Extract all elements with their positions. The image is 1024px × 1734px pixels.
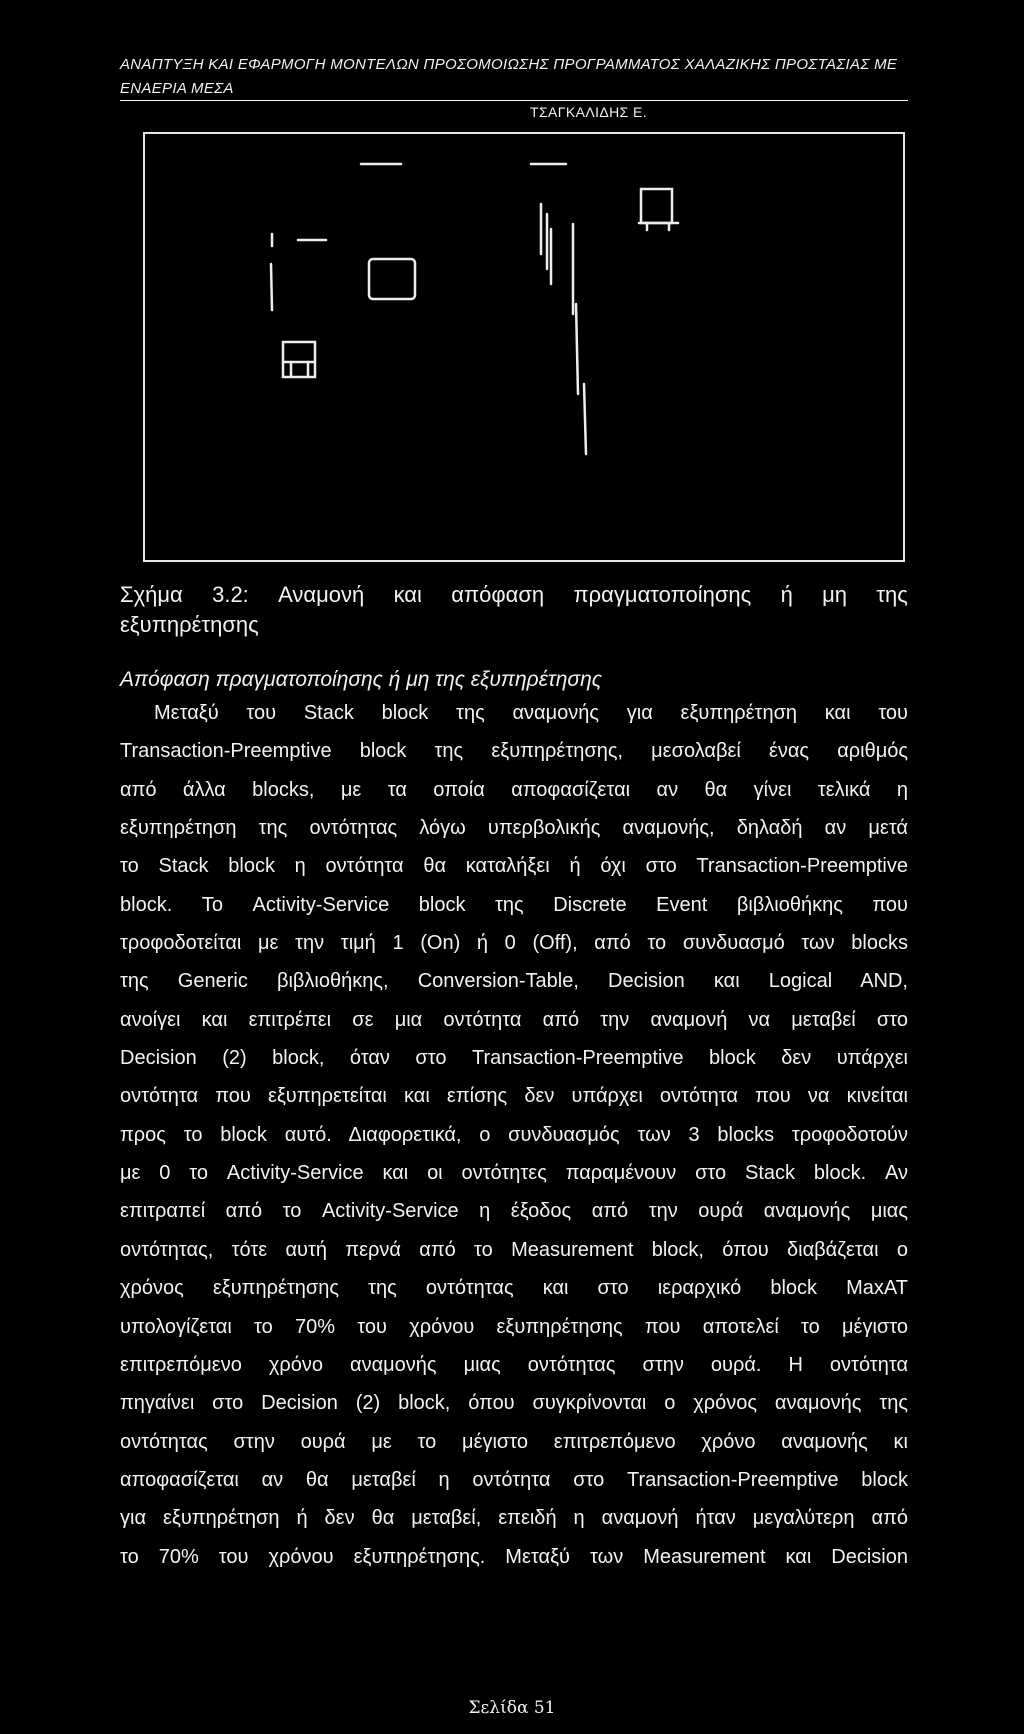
caption-line-2: εξυπηρέτησης — [120, 612, 259, 637]
body-line: προς το block αυτό. Διαφορετικά, ο συνδυασμός των 3 blocks τροφοδοτούν — [120, 1123, 908, 1146]
figure-sketch — [145, 134, 903, 560]
body-line: τροφοδοτείται με την τιμή 1 (On) ή 0 (Off), από το συνδυασμό των blocks — [120, 932, 908, 955]
caption-word: απόφαση — [451, 582, 545, 607]
body-line: για εξυπηρέτηση ή δεν θα μεταβεί, επειδή η αναμονή ήταν μεγαλύτερη από — [120, 1507, 908, 1530]
caption-word: ή — [780, 582, 793, 607]
section-title: Απόφαση πραγματοποίησης ή μη της εξυπηρέτησης — [120, 668, 602, 691]
body-line: από άλλα blocks, με τα οποία αποφασίζεται αν θα γίνει τελικά η — [120, 778, 908, 801]
running-header-title-cont: ΕΝΑΕΡΙΑ ΜΕΣΑ — [120, 80, 234, 97]
body-line: της Generic βιβλιοθήκης, Conversion-Table, Decision και Logical AND, — [120, 970, 908, 993]
body-line: υπολογίζεται το 70% του χρόνου εξυπηρέτησης που αποτελεί το μέγιστο — [120, 1315, 908, 1338]
caption-word: μη — [822, 582, 848, 607]
running-header-author: ΤΣΑΓΚΑΛΙΔΗΣ Ε. — [530, 104, 648, 120]
body-line: οντότητας, τότε αυτή περνά από το Measurement block, όπου διαβάζεται ο — [120, 1238, 908, 1261]
caption-line-1 — [120, 580, 908, 610]
vertical-tick — [271, 264, 272, 310]
body-line: το 70% του χρόνου εξυπηρέτησης. Μεταξύ των Measurement και Decision — [120, 1545, 908, 1568]
header-rule — [120, 100, 908, 101]
body-line: εξυπηρέτηση της οντότητας λόγω υπερβολικής αναμονής, δηλαδή αν μετά — [120, 817, 908, 840]
body-line: Transaction-Preemptive block της εξυπηρέτησης, μεσολαβεί ένας αριθμός — [120, 740, 908, 763]
body-paragraph — [120, 694, 908, 1576]
block-square — [369, 259, 415, 299]
figure-caption — [120, 580, 908, 640]
caption-word: Αναμονή — [278, 582, 365, 607]
long-vertical-line — [576, 304, 578, 394]
body-line: Μεταξύ του Stack block της αναμονής για εξυπηρέτηση και του — [154, 702, 908, 724]
caption-word: και — [393, 582, 422, 607]
body-line: οντότητα που εξυπηρετείται και επίσης δεν υπάρχει οντότητα που να κινείται — [120, 1085, 908, 1108]
body-line: πηγαίνει στο Decision (2) block, όπου συγκρίνονται ο χρόνος αναμονής της — [120, 1392, 908, 1415]
body-line: το Stack block η οντότητα θα καταλήξει ή όχι στο Transaction-Preemptive — [120, 855, 908, 878]
caption-word: Σχήμα — [120, 582, 183, 607]
caption-word: πραγματοποίησης — [573, 582, 752, 607]
block-small-square — [283, 342, 315, 377]
body-line: επιτρεπόμενο χρόνο αναμονής μιας οντότητας στην ουρά. Η οντότητα — [120, 1353, 908, 1376]
caption-word: 3.2: — [212, 582, 249, 607]
running-header-title: ΑΝΑΠΤΥΞΗ ΚΑΙ ΕΦΑΡΜΟΓΗ ΜΟΝΤΕΛΩΝ ΠΡΟΣΟΜΟΙΩΣΗΣ ΠΡΟΓΡΑΜΜΑΤΟΣ ΧΑΛΑΖΙΚΗΣ ΠΡΟΣΤΑΣΙΑΣ ΜΕ — [120, 56, 898, 73]
body-line: Decision (2) block, όταν στο Transaction-Preemptive block δεν υπάρχει — [120, 1047, 908, 1070]
page-number: Σελίδα 51 — [468, 1698, 556, 1718]
body-line: επιτραπεί από το Activity-Service η έξοδος από την ουρά αναμονής μιας — [120, 1200, 908, 1223]
body-line: block. Το Activity-Service block της Discrete Event βιβλιοθήκης που — [120, 893, 908, 916]
body-line: χρόνος εξυπηρέτησης της οντότητας και στο ιεραρχικό block MaxAT — [120, 1277, 908, 1300]
body-line: ανοίγει και επιτρέπει σε μια οντότητα από την αναμονή να μεταβεί στο — [120, 1008, 908, 1031]
figure-3-2 — [143, 132, 905, 562]
body-line: με 0 το Activity-Service και οι οντότητες παραμένουν στο Stack block. Αν — [120, 1162, 908, 1185]
top-right-block — [641, 189, 672, 223]
caption-word: της — [876, 582, 908, 607]
body-line: οντότητας στην ουρά με το μέγιστο επιτρεπόμενο χρόνο αναμονής κι — [120, 1430, 908, 1453]
body-line: αποφασίζεται αν θα μεταβεί η οντότητα στο Transaction-Preemptive block — [120, 1468, 908, 1491]
long-vertical-line — [584, 384, 586, 454]
